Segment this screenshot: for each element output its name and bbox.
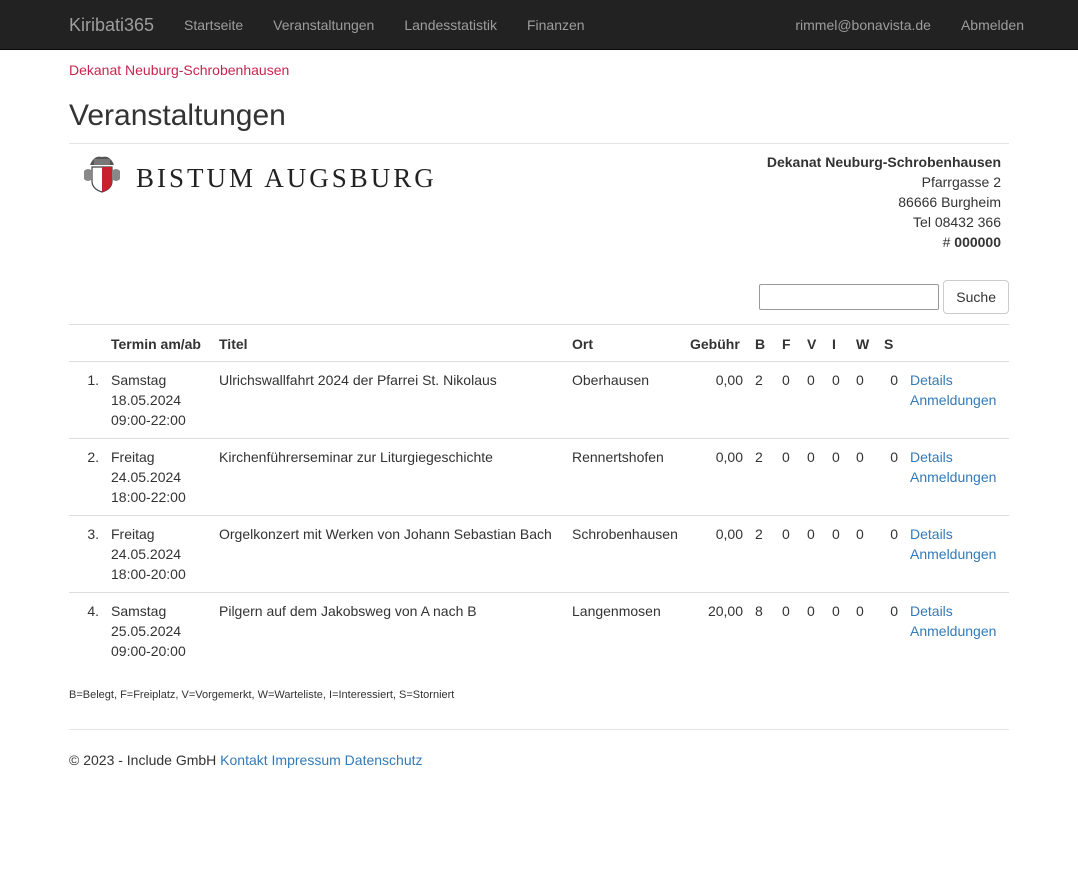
header-i: I bbox=[826, 325, 850, 362]
user-email-link[interactable]: rimmel@bonavista.de bbox=[795, 17, 931, 33]
row-s: 0 bbox=[878, 439, 904, 516]
header-gebuehr: Gebühr bbox=[684, 325, 749, 362]
row-s: 0 bbox=[890, 372, 898, 388]
registrations-link[interactable]: Anmeldungen bbox=[910, 469, 997, 485]
registrations-link[interactable]: Anmeldungen bbox=[910, 623, 997, 639]
row-actions bbox=[904, 593, 1009, 670]
brand-link[interactable]: Kiribati365 bbox=[69, 15, 155, 35]
bistum-logo bbox=[80, 153, 437, 193]
copyright: © 2023 - Include GmbH bbox=[69, 752, 217, 768]
table-row bbox=[69, 516, 1009, 593]
address-phone: Tel 08432 366 bbox=[913, 214, 1001, 230]
table-row bbox=[69, 362, 1009, 439]
row-b: 2 bbox=[755, 372, 763, 388]
row-b: 2 bbox=[749, 439, 776, 516]
registrations-link[interactable]: Anmeldungen bbox=[910, 392, 997, 408]
row-index: 3. bbox=[69, 516, 105, 593]
row-fee: 0,00 bbox=[684, 516, 749, 593]
row-v: 0 bbox=[801, 439, 826, 516]
row-f: 0 bbox=[782, 372, 790, 388]
header-index bbox=[69, 325, 105, 362]
nav-veranstaltungen[interactable]: Veranstaltungen bbox=[273, 17, 375, 33]
breadcrumb bbox=[69, 60, 1009, 80]
search-input[interactable] bbox=[759, 284, 939, 310]
search-form bbox=[759, 280, 1009, 314]
row-index: 2. bbox=[69, 439, 105, 516]
top-navbar bbox=[0, 0, 1078, 50]
footer-datenschutz-link[interactable]: Datenschutz bbox=[344, 752, 423, 768]
row-v: 0 bbox=[801, 516, 826, 593]
address-org: Dekanat Neuburg-Schrobenhausen bbox=[766, 154, 1001, 170]
row-termin: Samstag 18.05.2024 09:00-22:00 bbox=[111, 372, 186, 428]
row-w: 0 bbox=[850, 516, 878, 593]
row-f: 0 bbox=[776, 593, 801, 670]
address-id bbox=[767, 232, 1001, 252]
row-i: 0 bbox=[826, 593, 850, 670]
row-i: 0 bbox=[826, 516, 850, 593]
address-id-value: 000000 bbox=[954, 234, 1001, 250]
row-place: Schrobenhausen bbox=[566, 516, 684, 593]
nav-finanzen[interactable]: Finanzen bbox=[526, 17, 585, 33]
header-w: W bbox=[850, 325, 878, 362]
address-block bbox=[767, 152, 1001, 252]
main-nav bbox=[184, 15, 615, 35]
row-b: 8 bbox=[749, 593, 776, 670]
row-w: 0 bbox=[850, 439, 878, 516]
registrations-link[interactable]: Anmeldungen bbox=[910, 546, 997, 562]
row-actions bbox=[904, 439, 1009, 516]
row-index: 4. bbox=[69, 593, 105, 670]
row-fee: 20,00 bbox=[684, 593, 749, 670]
row-v: 0 bbox=[801, 593, 826, 670]
row-title: Pilgern auf dem Jakobsweg von A nach B bbox=[213, 593, 566, 670]
row-place: Langenmosen bbox=[566, 593, 684, 670]
table-row bbox=[69, 439, 1009, 516]
row-v: 0 bbox=[807, 372, 815, 388]
row-place: Rennertshofen bbox=[566, 439, 684, 516]
header-f: F bbox=[776, 325, 801, 362]
row-title: Kirchenführerseminar zur Liturgiegeschichte bbox=[213, 439, 566, 516]
nav-landesstatistik[interactable]: Landesstatistik bbox=[404, 17, 497, 33]
row-f: 0 bbox=[776, 439, 801, 516]
row-actions bbox=[904, 362, 1009, 439]
row-i: 0 bbox=[826, 439, 850, 516]
row-index: 1. bbox=[87, 372, 99, 388]
footer bbox=[69, 750, 423, 770]
row-termin: Samstag 25.05.2024 09:00-20:00 bbox=[105, 593, 213, 670]
row-actions bbox=[904, 516, 1009, 593]
legend-text: B=Belegt, F=Freiplatz, V=Vorgemerkt, W=Warteliste, I=Interessiert, S=Storniert bbox=[69, 689, 455, 701]
row-termin: Freitag 24.05.2024 18:00-20:00 bbox=[105, 516, 213, 593]
details-link[interactable]: Details bbox=[910, 603, 953, 619]
details-link[interactable]: Details bbox=[910, 526, 953, 542]
coat-of-arms-icon bbox=[80, 153, 124, 193]
row-w: 0 bbox=[856, 372, 864, 388]
row-s: 0 bbox=[878, 516, 904, 593]
header-s: S bbox=[878, 325, 904, 362]
events-table bbox=[69, 324, 1009, 669]
row-termin: Freitag 24.05.2024 18:00-22:00 bbox=[105, 439, 213, 516]
row-title: Ulrichswallfahrt 2024 der Pfarrei St. Nikolaus bbox=[219, 372, 497, 388]
row-i: 0 bbox=[832, 372, 840, 388]
row-b: 2 bbox=[749, 516, 776, 593]
search-button[interactable]: Suche bbox=[943, 280, 1009, 314]
details-link[interactable]: Details bbox=[910, 372, 953, 388]
header-v: V bbox=[801, 325, 826, 362]
breadcrumb-dekanat-link[interactable]: Dekanat Neuburg-Schrobenhausen bbox=[69, 62, 290, 78]
row-w: 0 bbox=[850, 593, 878, 670]
footer-impressum-link[interactable]: Impressum bbox=[271, 752, 341, 768]
table-header-row bbox=[69, 325, 1009, 362]
address-id-prefix: # bbox=[942, 234, 951, 250]
nav-startseite[interactable]: Startseite bbox=[184, 17, 244, 33]
address-city: 86666 Burgheim bbox=[898, 194, 1001, 210]
page-title: Veranstaltungen bbox=[69, 99, 286, 132]
row-s: 0 bbox=[878, 593, 904, 670]
header-actions bbox=[904, 325, 1009, 362]
row-fee: 0,00 bbox=[715, 372, 743, 388]
header-b: B bbox=[749, 325, 776, 362]
header-ort: Ort bbox=[566, 325, 684, 362]
logo-text: BISTUM AUGSBURG bbox=[136, 163, 437, 193]
divider bbox=[69, 143, 1009, 144]
table-row bbox=[69, 593, 1009, 670]
footer-kontakt-link[interactable]: Kontakt bbox=[220, 752, 268, 768]
details-link[interactable]: Details bbox=[910, 449, 953, 465]
row-place: Oberhausen bbox=[572, 372, 650, 388]
logout-link[interactable]: Abmelden bbox=[960, 17, 1024, 33]
address-street: Pfarrgasse 2 bbox=[921, 174, 1001, 190]
row-title: Orgelkonzert mit Werken von Johann Sebastian Bach bbox=[213, 516, 566, 593]
footer-divider bbox=[69, 729, 1009, 730]
header-termin: Termin am/ab bbox=[105, 325, 213, 362]
header-titel: Titel bbox=[213, 325, 566, 362]
row-f: 0 bbox=[776, 516, 801, 593]
user-nav bbox=[765, 15, 1024, 35]
row-fee: 0,00 bbox=[684, 439, 749, 516]
